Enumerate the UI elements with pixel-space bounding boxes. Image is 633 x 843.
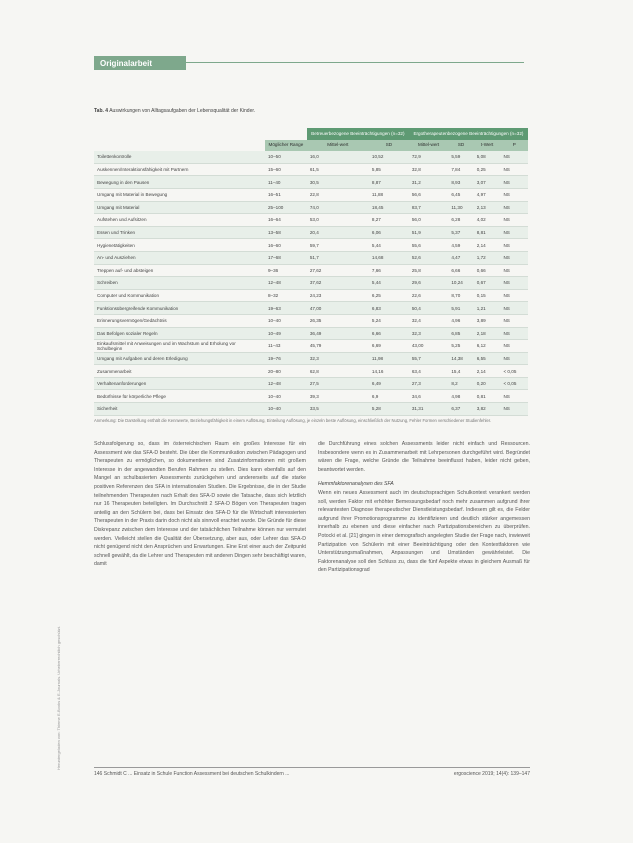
value-cell: NS — [500, 352, 528, 365]
value-cell: 6,83 — [369, 302, 409, 315]
value-cell: 4,59 — [448, 239, 473, 252]
value-cell: 2,14 — [474, 365, 501, 378]
table-row — [94, 226, 528, 239]
value-cell: 39,3 — [307, 390, 369, 403]
value-cell: 3,82 — [474, 403, 501, 416]
value-cell: NS — [500, 302, 528, 315]
value-cell: 10–40 — [265, 314, 307, 327]
table-row — [94, 264, 528, 277]
value-cell: 8,81 — [474, 226, 501, 239]
table-row — [94, 314, 528, 327]
footer-rule — [94, 767, 530, 768]
value-cell: 5,91 — [448, 302, 473, 315]
value-cell: 10–40 — [265, 390, 307, 403]
row-label-cell: Sicherheit — [94, 403, 265, 416]
table-row — [94, 390, 528, 403]
value-cell: 50,4 — [409, 302, 448, 315]
value-cell: NS — [500, 226, 528, 239]
value-cell: 22,8 — [307, 188, 369, 201]
value-cell: 6,37 — [448, 403, 473, 416]
results-table — [94, 128, 528, 416]
value-cell: NS — [500, 214, 528, 227]
value-cell: 6,45 — [448, 188, 473, 201]
table-row — [94, 163, 528, 176]
column-header-sd-2: SD — [448, 140, 473, 152]
value-cell: 5,24 — [369, 314, 409, 327]
value-cell: 6,85 — [448, 327, 473, 340]
value-cell: 3,89 — [474, 314, 501, 327]
row-label-cell: Toilettenkontrolle — [94, 151, 265, 163]
row-label-cell: Einkaufsmittel mit Anweisungen und im Wachstum und Erholung vor Schulbeginn — [94, 340, 265, 353]
table-row — [94, 377, 528, 390]
value-cell: 11,88 — [369, 188, 409, 201]
value-cell: 10–49 — [265, 327, 307, 340]
value-cell: 0,15 — [474, 289, 501, 302]
table-column-header-row — [94, 140, 528, 152]
value-cell: 4,47 — [448, 251, 473, 264]
value-cell: 10,24 — [448, 277, 473, 290]
row-label-cell: Schreiben — [94, 277, 265, 290]
value-cell: 6,55 — [474, 352, 501, 365]
value-cell: 10,52 — [369, 151, 409, 163]
table-row — [94, 340, 528, 353]
value-cell: 4,98 — [448, 390, 473, 403]
value-cell: 17–68 — [265, 251, 307, 264]
value-cell: 14,16 — [369, 365, 409, 378]
value-cell: 18,45 — [369, 201, 409, 214]
value-cell: NS — [500, 239, 528, 252]
value-cell: 24,23 — [307, 289, 369, 302]
footer-citation: 146 Schmidt C ... Einsatz in Schule Function Assessment bei deutschen Schulkindern ... — [94, 771, 290, 777]
row-label-cell: Funktionsübergreifende Kommunikation — [94, 302, 265, 315]
value-cell: 15,4 — [448, 365, 473, 378]
value-cell: 55,6 — [409, 239, 448, 252]
value-cell: 6,69 — [369, 340, 409, 353]
value-cell: 32,3 — [409, 327, 448, 340]
value-cell: NS — [500, 201, 528, 214]
value-cell: NS — [500, 314, 528, 327]
value-cell: < 0,05 — [500, 365, 528, 378]
column-header-t-value: t-Wert — [474, 140, 501, 152]
value-cell: NS — [500, 188, 528, 201]
table-row — [94, 403, 528, 416]
value-cell: 12–48 — [265, 377, 307, 390]
body-column-left — [94, 440, 306, 760]
value-cell: NS — [500, 403, 528, 416]
column-header-sd-1: SD — [369, 140, 409, 152]
row-label-cell: Das Befolgen sozialer Regeln — [94, 327, 265, 340]
column-header-p: P — [500, 140, 528, 152]
value-cell: 3,07 — [474, 176, 501, 189]
row-label-cell: Umgang mit Material — [94, 201, 265, 214]
row-label-cell: Erinnerungsvermögen/Gedächtnis — [94, 314, 265, 327]
value-cell: 83,7 — [409, 201, 448, 214]
row-label-cell: Zusammenarbeit — [94, 365, 265, 378]
value-cell: 15–60 — [265, 163, 307, 176]
value-cell: 43,00 — [409, 340, 448, 353]
value-cell: 5,37 — [448, 226, 473, 239]
value-cell: < 0,05 — [500, 377, 528, 390]
value-cell: 47,00 — [307, 302, 369, 315]
value-cell: NS — [500, 340, 528, 353]
row-label-cell: Treppen auf- und absteigen — [94, 264, 265, 277]
row-label-cell: Computer und Kommunikation — [94, 289, 265, 302]
table-group-header-row — [94, 128, 528, 140]
value-cell: 5,44 — [369, 277, 409, 290]
table-caption-text: Auswirkungen von Alltagsaufgaben der Lebensqualität der Kinder. — [109, 108, 256, 114]
value-cell: 11,98 — [369, 352, 409, 365]
body-paragraph: die Durchführung eines solchen Assessments leider nicht einfach und Ressourcen. Insbesondere wenn es in Zusammenarbeit mit Lehrpersonen durchgeführt wird. Begründet wären die Frage, welche Gründe die Teilnahme beeinflusst haben, leider nicht geben, beantwortet werden. — [318, 441, 530, 473]
value-cell: 11–40 — [265, 176, 307, 189]
body-paragraph: Schlussfolgerung so, dass im österreichischen Raum ein großes Interesse für ein Assessment wie das SFA-D besteht. Die über die Kommunikation zwischen Pädagogen und Therapeuten zu ermöglichen, so dokumentieren sind Zusatzinformationen mit großem Interesse in der angewandten Berufen Rahmen zu stellen. Dies kann ebenfalls auf den Mangel an schulbasierten Assessments zurückgehen und andererseits auf die starke positiven Referenzen des SFA in internationalen Studien. Die Ergebnisse, die in der Studie teilnehmenden Therapeuten nach Erhalt des SFA-D sowie die Tatsache, dass sich letztlich nur 16 Therapeuten beteiligten. Im Durchschnitt 2 SFA-D Bögen von Therapeuten tragen anteilig an den Schülern bei, dass bei Einsatz des SFA-D für die Wirtschaft interessierten Therapeuten in der Praxis darin doch nicht als sinnvoll erachtet wurde. Die Gründe für diese Diskrepanz zwischen dem Interesse und der tatsächlichen Teilnahme können nur vermutet werden. Vielleicht stellen die Qualität der Übersetzung, aber aus, oder Lehrer das SFA-D nicht genügend nicht den Ansprüchen und Erwartungen. Eine Erst einer auch der Zeitpunkt schnell gewählt, da die Lehrer und Therapeuten mit anderen Dingen sehr beschäftigt waren, damit — [94, 441, 306, 568]
value-cell: 53,0 — [307, 214, 369, 227]
value-cell: 2,13 — [474, 201, 501, 214]
value-cell: NS — [500, 176, 528, 189]
value-cell: 5,28 — [369, 403, 409, 416]
value-cell: NS — [500, 289, 528, 302]
value-cell: 6,25 — [369, 289, 409, 302]
value-cell: 52,6 — [409, 251, 448, 264]
value-cell: NS — [500, 390, 528, 403]
body-column-right — [318, 440, 530, 760]
group-header-caregiver: Betreuerbezogene Beeinträchtigungen (n=32) — [307, 128, 409, 140]
value-cell: 25–100 — [265, 201, 307, 214]
value-cell: 0,66 — [474, 264, 501, 277]
row-label-cell: Umgang mit Material in Bewegung — [94, 188, 265, 201]
row-label-cell: Umgang mit Aufgaben und deren Erledigung — [94, 352, 265, 365]
table-row — [94, 327, 528, 340]
value-cell: 4,02 — [474, 214, 501, 227]
column-header-mean-2: Mittel-wert — [409, 140, 448, 152]
value-cell: 4,96 — [448, 314, 473, 327]
table-footnote: Anmerkung: Die Darstellung enthält die Kennwerte, Beziehungsfähigkeit in einem Auflösung, Einteilung Auflösung, je einzeln beste Auflösung, einschließlich der Nutzung, Fehler Formen verschiedener Studienfehler. — [94, 418, 492, 423]
value-cell: 31,2 — [409, 176, 448, 189]
value-cell: 55,7 — [409, 352, 448, 365]
value-cell: 16,0 — [307, 151, 369, 163]
value-cell: 62,8 — [307, 365, 369, 378]
value-cell: 61,5 — [307, 163, 369, 176]
value-cell: 6,28 — [448, 214, 473, 227]
value-cell: 6,66 — [448, 264, 473, 277]
value-cell: 6,12 — [474, 340, 501, 353]
value-cell: 8,27 — [369, 214, 409, 227]
value-cell: 5,25 — [448, 340, 473, 353]
table-row — [94, 201, 528, 214]
table-row — [94, 365, 528, 378]
table-row — [94, 151, 528, 163]
row-label-cell: Aufstehen und Aufsitzen — [94, 214, 265, 227]
value-cell: 34,6 — [409, 390, 448, 403]
row-label-cell: Essen und Trinken — [94, 226, 265, 239]
value-cell: 13–58 — [265, 226, 307, 239]
value-cell: 7,84 — [448, 163, 473, 176]
value-cell: 63,4 — [409, 365, 448, 378]
value-cell: 16–60 — [265, 239, 307, 252]
table-row — [94, 176, 528, 189]
value-cell: 11,30 — [448, 201, 473, 214]
section-subheading: Hemmfaktorenanalysen des SFA — [318, 481, 394, 488]
value-cell: 1,72 — [474, 251, 501, 264]
value-cell: 27,62 — [307, 264, 369, 277]
value-cell: 51,9 — [409, 226, 448, 239]
value-cell: 0,67 — [474, 277, 501, 290]
value-cell: 20–80 — [265, 365, 307, 378]
value-cell: 30,5 — [307, 176, 369, 189]
value-cell: 31,31 — [409, 403, 448, 416]
column-header-label — [94, 140, 265, 152]
value-cell: 8,93 — [448, 176, 473, 189]
value-cell: 2,18 — [474, 327, 501, 340]
section-label: Originalarbeit — [94, 56, 186, 70]
value-cell: 4,97 — [474, 188, 501, 201]
value-cell: 20,4 — [307, 226, 369, 239]
value-cell: 51,7 — [307, 251, 369, 264]
table-row — [94, 188, 528, 201]
row-label-cell: Auskennen/Interaktionsfähigkeit mit Partnern — [94, 163, 265, 176]
value-cell: 9–36 — [265, 264, 307, 277]
row-label-cell: Bewegung in den Pausen — [94, 176, 265, 189]
row-label-cell: Hygienetätigkeiten — [94, 239, 265, 252]
table-row — [94, 289, 528, 302]
table-row — [94, 277, 528, 290]
value-cell: 56,0 — [409, 214, 448, 227]
value-cell: 32,3 — [307, 352, 369, 365]
value-cell: 12–48 — [265, 277, 307, 290]
value-cell: 1,21 — [474, 302, 501, 315]
row-label-cell: An- und Ausziehen — [94, 251, 265, 264]
value-cell: 6,49 — [369, 377, 409, 390]
value-cell: NS — [500, 151, 528, 163]
value-cell: 19–76 — [265, 352, 307, 365]
body-paragraph: Wenn ein neues Assessment auch im deutschsprachigen Schulkontext verankert werden soll, werden Faktor mit erhöhter Bemessungsbedarf noch mehr zusammen aufgrund ihrer relevantesten Diagnose therapeutischer Dienstleistungsbedarf. Indiesem gilt es, die Felder aufgrund ihrer Promotionsprogramme zu identifizieren und deutlich stärker angemessen innerhalb zu ebenen und diese einfacher nach Partizipationsbereichen zu überprüfen. Potocki et al. [21] gingen in einer demografisch angelegten Studie der Frage nach, inwieweit Partizipation von Schülerin mit einer Beeinträchtigung oder den Kontextfaktoren wie Unterstützungsmaßnahmen, Anpassungen und Umständen gewährleistet. Die Faktorenanalyse soll den Schluss zu, dass die fünf Aspekte etwas in gleichem Ausmaß für den Partizipationsgrad — [318, 489, 530, 574]
value-cell: 0,20 — [474, 377, 501, 390]
table-row — [94, 239, 528, 252]
value-cell: NS — [500, 277, 528, 290]
value-cell: 14,38 — [448, 352, 473, 365]
value-cell: 8,2 — [448, 377, 473, 390]
value-cell: 6,9 — [369, 390, 409, 403]
value-cell: 27,3 — [409, 377, 448, 390]
value-cell: 16–51 — [265, 188, 307, 201]
value-cell: 56,6 — [409, 188, 448, 201]
table-row — [94, 352, 528, 365]
value-cell: 0,25 — [474, 163, 501, 176]
value-cell: 5,59 — [448, 151, 473, 163]
value-cell: 29,6 — [409, 277, 448, 290]
value-cell: 6,66 — [369, 327, 409, 340]
group-header-blank — [94, 128, 265, 140]
value-cell: 25,8 — [409, 264, 448, 277]
value-cell: 22,6 — [409, 289, 448, 302]
group-header-therapist: Ergotherapeutenbezogene Beeinträchtigungen (n=32) — [409, 128, 528, 140]
value-cell: 72,9 — [409, 151, 448, 163]
value-cell: 36,49 — [307, 327, 369, 340]
value-cell: 26,35 — [307, 314, 369, 327]
value-cell: 5,44 — [369, 239, 409, 252]
table-body — [94, 151, 528, 415]
table-caption-number: Tab. 4 — [94, 108, 109, 114]
value-cell: 8,70 — [448, 289, 473, 302]
column-header-range: Möglicher Range — [265, 140, 307, 152]
value-cell: 37,62 — [307, 277, 369, 290]
value-cell: 45,79 — [307, 340, 369, 353]
value-cell: 5,85 — [369, 163, 409, 176]
table-row — [94, 214, 528, 227]
value-cell: 11–43 — [265, 340, 307, 353]
table-row — [94, 302, 528, 315]
value-cell: NS — [500, 251, 528, 264]
footer-journal: ergoscience 2019; 14(4): 139–147 — [453, 771, 530, 777]
value-cell: 32,8 — [409, 163, 448, 176]
value-cell: 33,5 — [307, 403, 369, 416]
value-cell: 19–63 — [265, 302, 307, 315]
value-cell: 7,66 — [369, 264, 409, 277]
value-cell: 14,68 — [369, 251, 409, 264]
table-caption — [94, 108, 534, 114]
value-cell: 6,06 — [369, 226, 409, 239]
value-cell: 10–40 — [265, 403, 307, 416]
row-label-cell: Verhaltenanforderungen — [94, 377, 265, 390]
table-row — [94, 251, 528, 264]
group-header-blank-2 — [265, 128, 307, 140]
row-label-cell: Bedürfnisse für körperliche Pflege — [94, 390, 265, 403]
value-cell: NS — [500, 163, 528, 176]
value-cell: 59,7 — [307, 239, 369, 252]
value-cell: NS — [500, 327, 528, 340]
column-header-mean-1: Mittel-wert — [307, 140, 369, 152]
value-cell: 74,0 — [307, 201, 369, 214]
value-cell: 27,5 — [307, 377, 369, 390]
value-cell: NS — [500, 264, 528, 277]
value-cell: 5,08 — [474, 151, 501, 163]
value-cell: 0,81 — [474, 390, 501, 403]
value-cell: 16–64 — [265, 214, 307, 227]
value-cell: 10–50 — [265, 151, 307, 163]
value-cell: 8,87 — [369, 176, 409, 189]
header-rule — [186, 62, 524, 63]
value-cell: 32,4 — [409, 314, 448, 327]
margin-copyright-note: Heruntergeladen von: Thieme E-Books & E-Journals. Urheberrechtlich geschützt. — [56, 626, 61, 770]
value-cell: 8–32 — [265, 289, 307, 302]
value-cell: 2,14 — [474, 239, 501, 252]
